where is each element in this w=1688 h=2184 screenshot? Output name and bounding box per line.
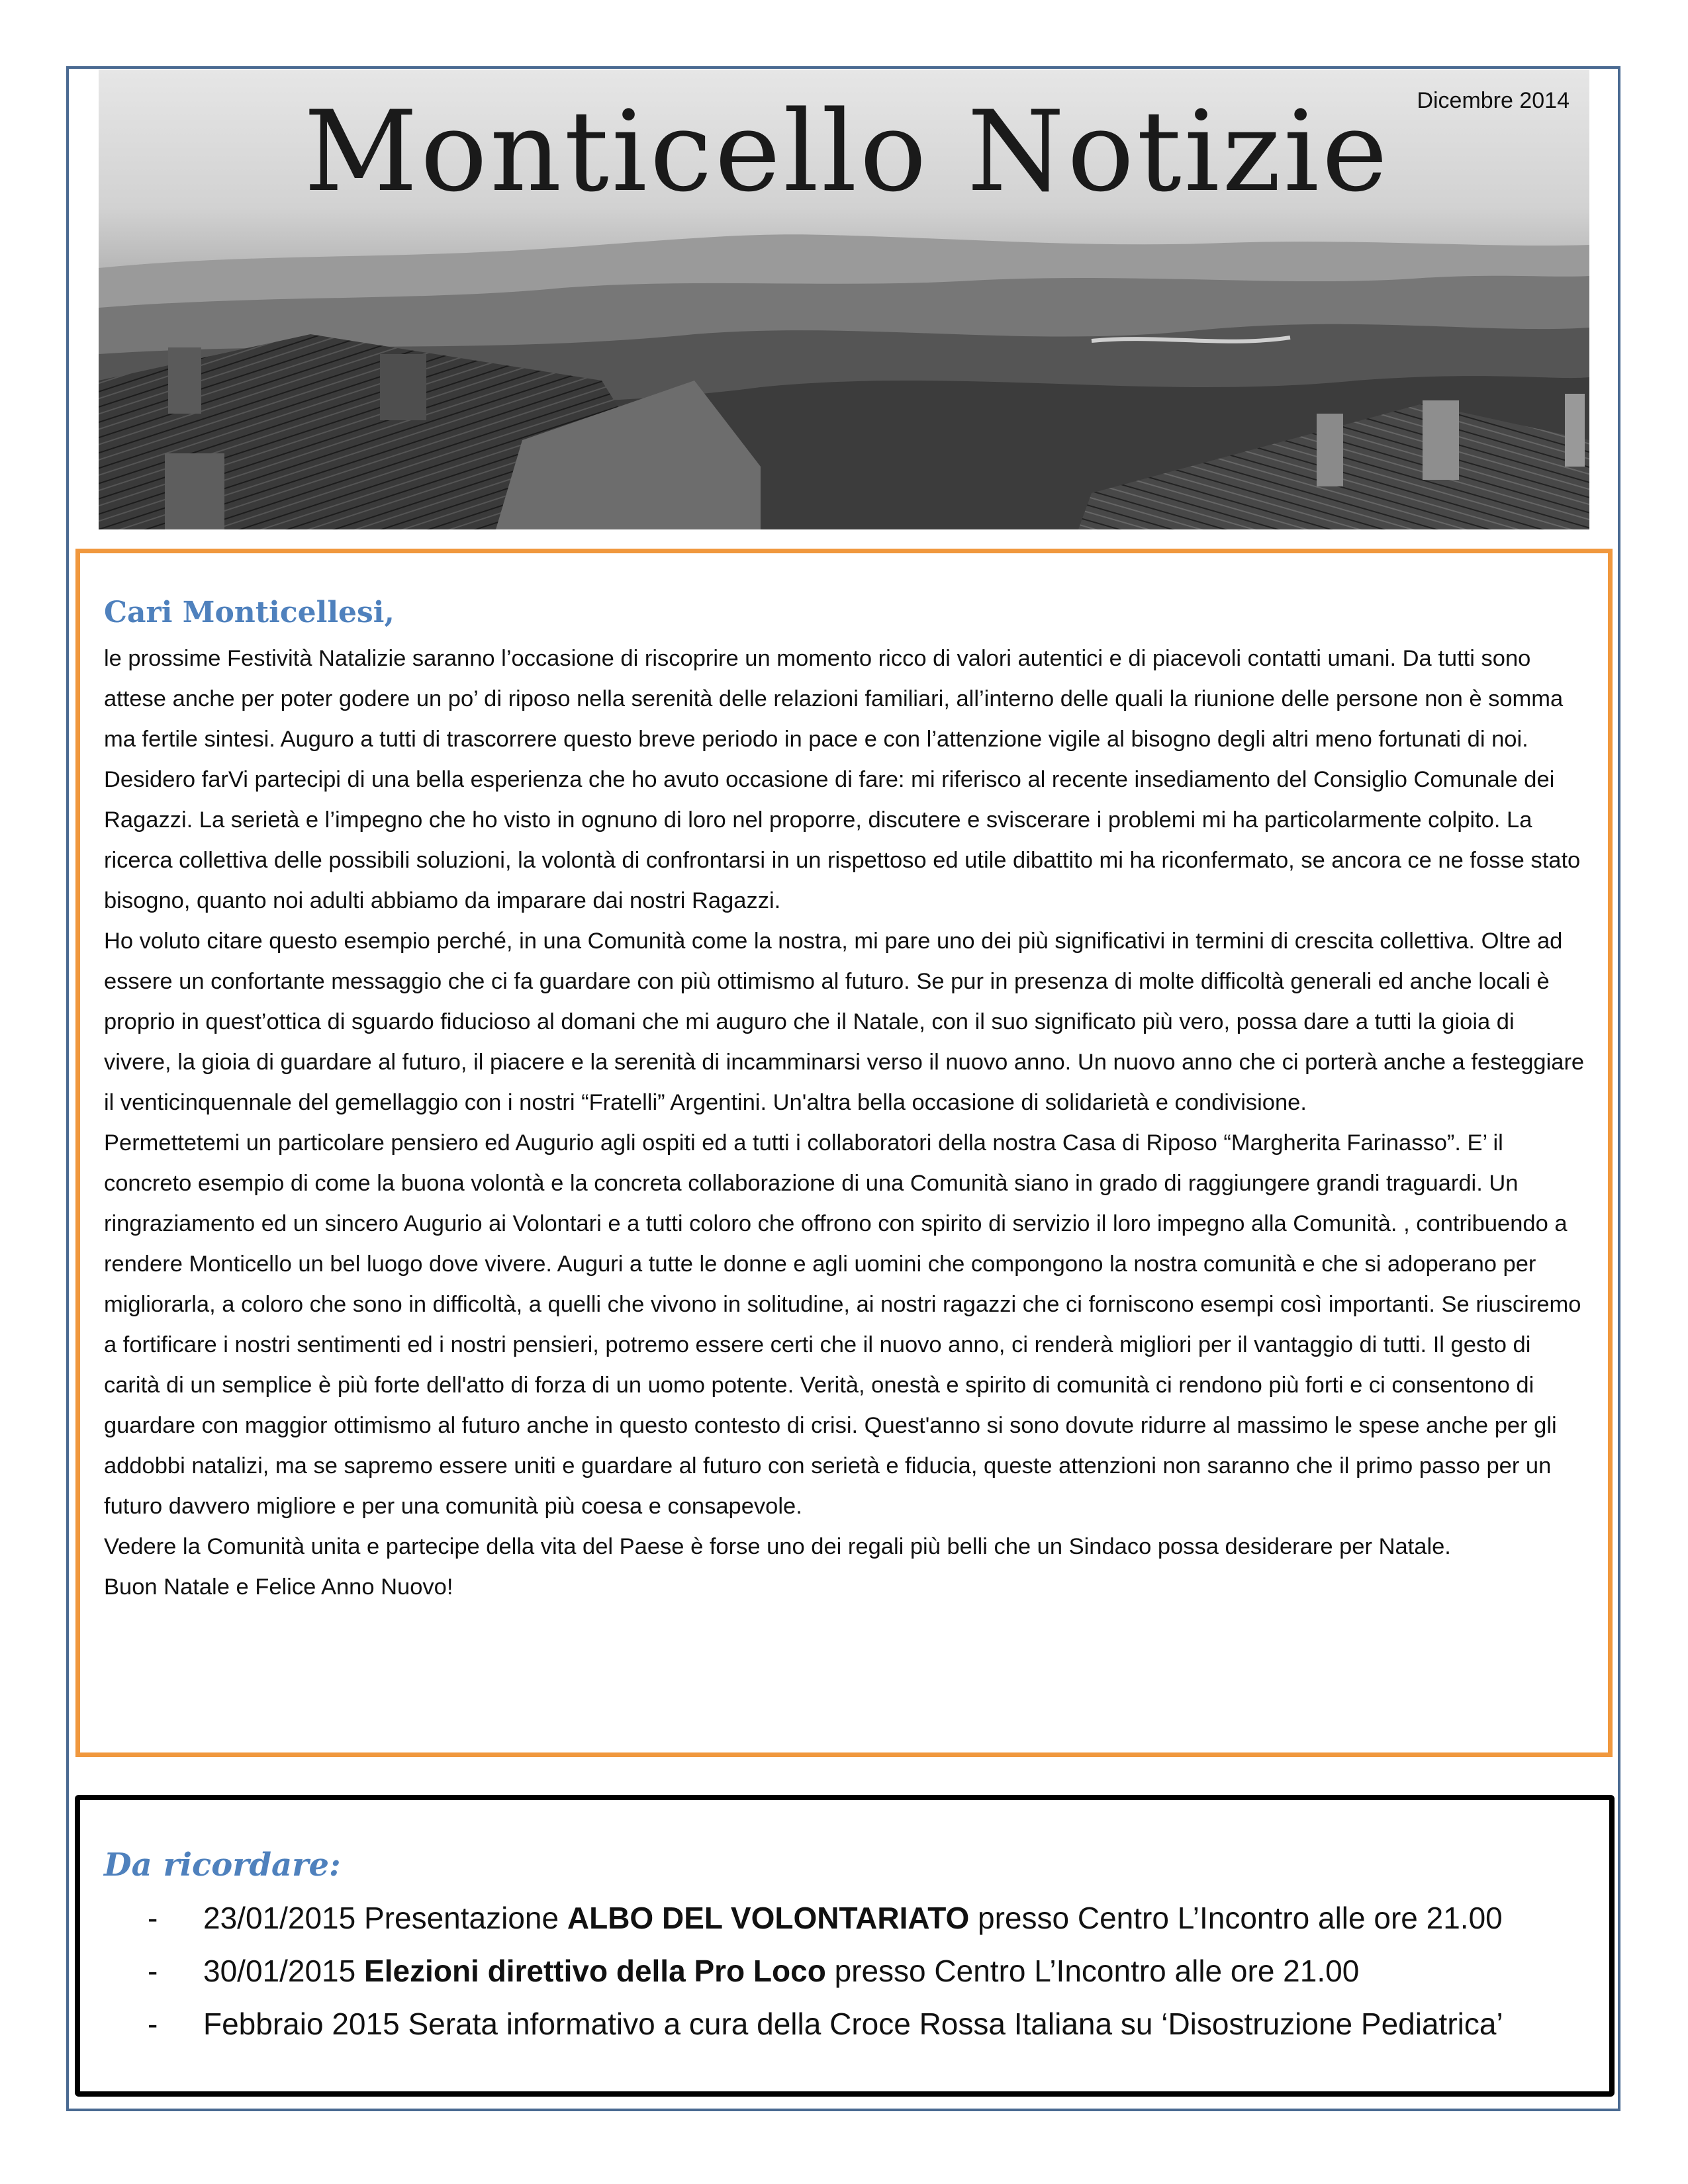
dash-bullet: - (148, 1954, 158, 1988)
reminder-highlight: Elezioni direttivo della Pro Loco (364, 1954, 826, 1988)
letter-paragraph: le prossime Festività Natalizie saranno l’occasione di riscoprire un momento ricco di valori autentici e di piacevoli contatti umani. Da tutti sono attese anche per poter godere un po’ di riposo nella serenità delle relazioni familiari, all’interno delle quali la riunione delle persone non è somma ma fertile sintesi. Auguro a tutti di trascorrere questo breve periodo in pace e con l’attenzione vigile al bisogno degli altri meno fortunati di noi. Desidero farVi partecipi di una bella esperienza che ho avuto occasione di fare: mi riferisco al recente insediamento del Consiglio Comunale dei Ragazzi. La serietà e l’impegno che ho visto in ognuno di loro nel proporre, discutere e sviscerare i problemi mi ha particolarmente colpito. La ricerca collettiva delle possibili soluzioni, la volontà di confrontarsi in un rispettoso ed utile dibattito mi ha riconfermato, se ancora ce ne fosse stato bisogno, quanto noi adulti abbiamo da imparare dai nostri Ragazzi. (104, 646, 1581, 913)
dash-bullet: - (148, 1901, 158, 1935)
reminder-item (104, 1891, 1589, 1944)
reminder-item (104, 1944, 1589, 1997)
letter-greeting: Cari Monticellesi, (104, 596, 395, 629)
reminder-item (104, 1997, 1589, 2050)
newsletter-title: Monticello Notizie (304, 87, 1391, 216)
reminder-text: 30/01/2015 (203, 1954, 365, 1988)
masthead (99, 69, 1589, 529)
reminder-highlight: ALBO DEL VOLONTARIATO (567, 1901, 970, 1935)
issue-date: Dicembre 2014 (1417, 88, 1570, 113)
letter-paragraph: Permettetemi un particolare pensiero ed Augurio agli ospiti ed a tutti i collaboratori della nostra Casa di Riposo “Margherita Farinasso”. E’ il concreto esempio di come la buona volontà e la concreta collaborazione di una Comunità siano in grado di raggiungere grandi traguardi. Un ringraziamento ed un sincero Augurio ai Volontari e a tutti coloro che offrono con spirito di servizio il loro impegno alla Comunità. , contribuendo a rendere Monticello un bel luogo dove vivere. Auguri a tutte le donne e agli uomini che compongono la nostra comunità e che si adoperano per migliorarla, a coloro che sono in difficoltà, a quelli che vivono in solitudine, ai nostri ragazzi che ci forniscono esempi così importanti. Se riusciremo a fortificare i nostri sentimenti ed i nostri pensieri, potremo essere certi che il nuovo anno, ci renderà migliori per il vantaggio di tutti. Il gesto di carità di un semplice è più forte dell'atto di forza di un uomo potente. Verità, onestà e spirito di comunità ci rendono più forti e ci consentono di guardare con maggior ottimismo al futuro anche in questo contesto di crisi. Quest'anno si sono dovute ridurre al massimo le spese anche per gli addobbi natalizi, ma se sapremo essere uniti e guardare al futuro con serietà e fiducia, queste attenzioni non saranno che il primo passo per un futuro davvero migliore e per una comunità più coesa e consapevole. (104, 1130, 1581, 1519)
reminder-text: 23/01/2015 Presentazione (203, 1901, 567, 1935)
reminders-list (104, 1891, 1589, 2050)
letter-paragraph: Vedere la Comunità unita e partecipe della vita del Paese è forse uno dei regali più belli che un Sindaco possa desiderare per Natale. (104, 1534, 1451, 1559)
letter-body (104, 639, 1585, 1608)
letter-closing: Buon Natale e Felice Anno Nuovo! (104, 1574, 453, 1600)
reminders-box (75, 1795, 1615, 2097)
dash-bullet: - (148, 2007, 158, 2041)
letter-paragraph: Ho voluto citare questo esempio perché, in una Comunità come la nostra, mi pare uno dei più significativi in termini di crescita collettiva. Oltre ad essere un confortante messaggio che ci fa guardare con più ottimismo al futuro. Se pur in presenza di molte difficoltà generali ed anche locali è proprio in quest’ottica di sguardo fiducioso al domani che mi auguro che il Natale, con il suo significato più vero, possa dare a tutti la gioia di vivere, la gioia di guardare al futuro, il piacere e la serenità di incamminarsi verso il nuovo anno. Un nuovo anno che ci porterà anche a festeggiare il venticinquennale del gemellaggio con i nostri “Fratelli” Argentini. Un'altra bella occasione di solidarietà e condivisione. (104, 929, 1585, 1115)
reminder-text: Febbraio 2015 Serata informativo a cura della Croce Rossa Italiana su ‘Disostruzione Pediatrica’ (203, 2007, 1503, 2041)
reminder-text: presso Centro L’Incontro alle ore 21.00 (825, 1954, 1360, 1988)
reminders-title: Da ricordare: (104, 1846, 341, 1884)
mayor-letter-box (75, 549, 1613, 1757)
reminder-text: presso Centro L’Incontro alle ore 21.00 (969, 1901, 1503, 1935)
